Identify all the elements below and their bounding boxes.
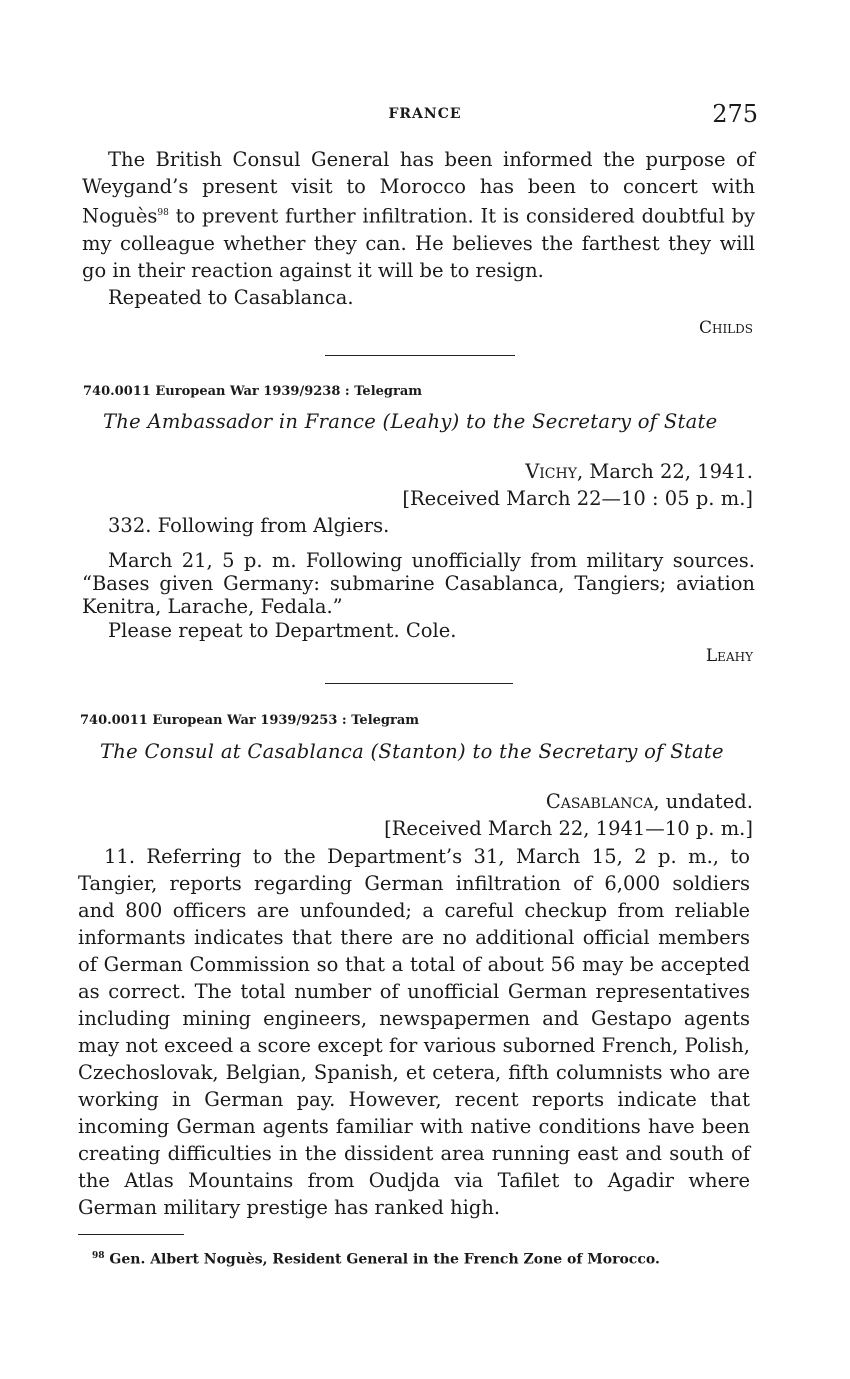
paragraph-repeated: Repeated to Casablanca.: [108, 285, 354, 309]
telegram-body: [78, 843, 750, 1221]
file-reference: 740.0011 European War 1939/9238 : Telegram: [83, 384, 423, 399]
paragraph: Please repeat to Department. Cole.: [108, 619, 457, 642]
footnote-ref: 98: [157, 208, 169, 218]
place: Casablanca: [545, 790, 654, 813]
paragraph-weygand: The British Consul General has been informed the purpose of Weygand’s present visit to Morocco has been to concert with Noguès$^{98}$ to prevent further infiltration. It is considered doubtful by my colleague whether they can. He believes the farthest they will go in their reaction against it will be to resign.: [82, 148, 755, 282]
footnote-rule: [78, 1234, 184, 1235]
received-note: [Received March 22—10 : 05 p. m.]: [402, 487, 753, 510]
file-reference: 740.0011 European War 1939/9253 : Telegram: [80, 713, 420, 728]
divider: [325, 355, 515, 356]
page-number: 275: [712, 100, 758, 128]
section-continuation: [82, 146, 755, 311]
dateline: Casablanca, undated. [Received March 22, 1941—10 p. m.]: [384, 790, 753, 840]
signature-childs: Childs: [698, 318, 753, 338]
paragraph: 332. Following from Algiers.: [108, 514, 390, 537]
paragraph: 11. Referring to the Department’s 31, March 15, 2 p. m., to Tangier, reports regarding German infiltration of 6,000 soldiers and 800 officers are unfounded; a careful checkup from reliable informants indicates that there are no additional official members of German Commission so that a total of about 56 may be accepted as correct. The total number of unofficial German representatives including mining engineers, newspapermen and Gestapo agents may not exceed a score except for various suborned French, Polish, Czechoslovak, Belgian, Spanish, et cetera, fifth columnists who are working in German pay. However, recent reports indicate that incoming German agents familiar with native conditions have been creating difficulties in the dissident area running east and south of the Atlas Mountains from Oudjda via Tafilet to Agadir where German military prestige has ranked high.: [78, 845, 750, 1219]
dateline: Vichy, March 22, 1941. [Received March 22—10 : 05 p. m.]: [402, 460, 753, 510]
telegram-body: [82, 512, 755, 643]
signature-leahy: Leahy: [705, 646, 753, 666]
paragraph: March 21, 5 p. m. Following unofficially from military sources. “Bases given Germany: submarine Casablanca, Tangiers; aviation Kenitra, Larache, Fedala.”: [82, 549, 755, 618]
document-title: The Ambassador in France (Leahy) to the Secretary of State: [103, 410, 718, 433]
running-title: FRANCE: [388, 106, 462, 122]
divider: [325, 683, 513, 684]
place: Vichy: [525, 460, 577, 483]
document-title: The Consul at Casablanca (Stanton) to the Secretary of State: [100, 740, 724, 763]
footnote: $^{98}$ Gen. Albert Noguès, Resident General in the French Zone of Morocco.: [92, 1251, 660, 1268]
received-note: [Received March 22, 1941—10 p. m.]: [384, 817, 753, 840]
